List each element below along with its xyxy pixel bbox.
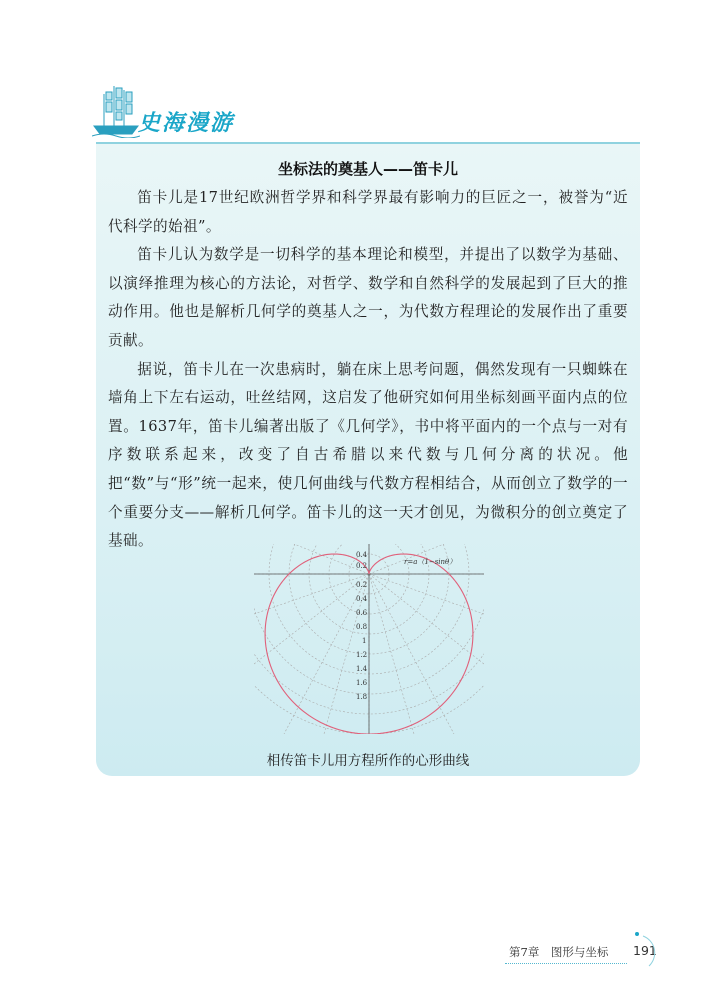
footer-arc-decoration bbox=[625, 930, 665, 970]
tick-label: 0.4 bbox=[356, 551, 368, 559]
article-title: 坐标法的奠基人——笛卡儿 bbox=[277, 160, 458, 178]
page-footer bbox=[505, 936, 665, 976]
column-header bbox=[92, 82, 292, 142]
sailing-ship-icon bbox=[92, 82, 140, 138]
footer-chapter: 第7章 图形与坐标 bbox=[509, 945, 609, 959]
history-sidebar-box bbox=[96, 142, 640, 776]
figure-caption: 相传笛卡儿用方程所作的心形曲线 bbox=[266, 753, 470, 769]
paragraph: 笛卡儿认为数学是一切科学的基本理论和模型，并提出了以数学为基础、以演绎推理为核心的方法论，对哲学、数学和自然科学的发展起到了巨大的推动作用。他也是解析几何学的奠基人之一，为代数方程理论的发展作出了重要贡献。 bbox=[108, 246, 628, 349]
tick-label: 0.2 bbox=[356, 562, 368, 570]
footer-divider bbox=[505, 963, 627, 964]
tick-label: 1.4 bbox=[356, 665, 368, 673]
tick-label: 0.2 bbox=[356, 581, 368, 589]
page-number: 191 bbox=[633, 943, 657, 958]
tick-label: 0.6 bbox=[356, 609, 368, 617]
axis-tick-labels bbox=[356, 551, 456, 701]
tick-label: 1 bbox=[362, 637, 367, 645]
tick-label: 0.4 bbox=[356, 595, 368, 603]
tick-label: 1.6 bbox=[356, 679, 368, 687]
equation-label: r=a（1−sinθ） bbox=[404, 558, 457, 566]
paragraph: 据说，笛卡儿在一次患病时，躺在床上思考问题，偶然发现有一只蜘蛛在墙角上下左右运动，吐丝结网，这启发了他研究如何用坐标刻画平面内点的位置。1637年，笛卡儿编著出版了《几何学》，书中将平面内的一个点与一对有序数联系起来，改变了自古希腊以来代数与几何分离的状况。他把“数”与“形”统一起来，使几何曲线与代数方程相结合，从而创立了数学的一个重要分支——解析几何学。笛卡儿的这一天才创见，为微积分的创立奠定了基础。 bbox=[108, 360, 628, 550]
tick-label: 0.8 bbox=[356, 623, 368, 631]
article-body bbox=[108, 184, 628, 556]
tick-label: 1.8 bbox=[356, 693, 368, 701]
column-title: 史海漫游 bbox=[138, 111, 235, 136]
cardioid-figure bbox=[254, 544, 484, 734]
paragraph: 笛卡儿是17世纪欧洲哲学界和科学界最有影响力的巨匠之一，被誉为“近代科学的始祖”。 bbox=[108, 189, 628, 235]
tick-label: 1.2 bbox=[356, 651, 368, 659]
